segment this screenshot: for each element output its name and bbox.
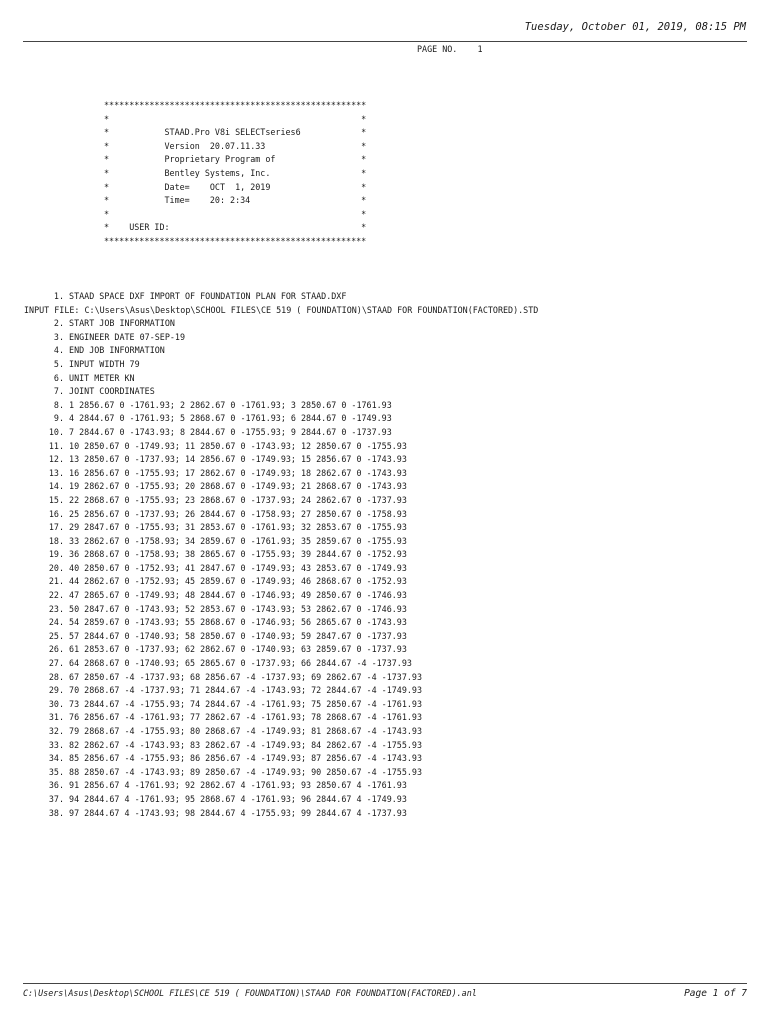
listing-line bbox=[24, 467, 538, 481]
listing-line bbox=[24, 358, 538, 372]
line-text: 54 2859.67 0 -1743.93; 55 2868.67 0 -1746.93; 56 2865.67 0 -1743.93 bbox=[69, 617, 407, 628]
line-number: 15. bbox=[48, 494, 64, 505]
listing-line bbox=[24, 317, 538, 331]
line-text: 36 2868.67 0 -1758.93; 38 2865.67 0 -1755.93; 39 2844.67 0 -1752.93 bbox=[69, 549, 407, 560]
listing-line bbox=[24, 711, 538, 725]
header-rule bbox=[23, 41, 747, 42]
listing-line bbox=[24, 657, 538, 671]
line-text: STAAD SPACE DXF IMPORT OF FOUNDATION PLAN FOR STAAD.DXF bbox=[69, 291, 347, 301]
line-text: 88 2850.67 -4 -1743.93; 89 2850.67 -4 -1749.93; 90 2850.67 -4 -1755.93 bbox=[69, 766, 422, 777]
staad-banner: **************************************************** * * * STAAD.Pro V8i SELECTseries6 * * Version 20.07.11.33 * * Proprietary Program of * * Bentley Systems, Inc. * * Date= OCT 1, 2019 * * Time= 20: 2:34 * * * * USER ID: * **************************************************** bbox=[104, 100, 367, 246]
listing-line bbox=[24, 372, 538, 386]
line-text: 22 2868.67 0 -1755.93; 23 2868.67 0 -1737.93; 24 2862.67 0 -1737.93 bbox=[69, 494, 407, 505]
line-number: 27. bbox=[48, 658, 64, 669]
footer-file-path: C:\Users\Asus\Desktop\SCHOOL FILES\CE 519 ( FOUNDATION)\STAAD FOR FOUNDATION(FACTORED).anl bbox=[23, 988, 477, 998]
line-text: 10 2850.67 0 -1749.93; 11 2850.67 0 -1743.93; 12 2850.67 0 -1755.93 bbox=[69, 440, 407, 451]
listing-line bbox=[24, 643, 538, 657]
listing-line bbox=[24, 589, 538, 603]
listing-line bbox=[24, 684, 538, 698]
line-number: 16. bbox=[48, 508, 64, 519]
line-text: 1 2856.67 0 -1761.93; 2 2862.67 0 -1761.93; 3 2850.67 0 -1761.93 bbox=[69, 399, 392, 410]
line-number: 34. bbox=[48, 753, 64, 764]
line-number: 21. bbox=[48, 576, 64, 587]
line-text: START JOB INFORMATION bbox=[69, 318, 175, 329]
line-number: 37. bbox=[48, 793, 64, 804]
listing-line bbox=[24, 766, 538, 780]
listing-line bbox=[24, 535, 538, 549]
listing-line bbox=[24, 331, 538, 345]
line-text: 67 2850.67 -4 -1737.93; 68 2856.67 -4 -1737.93; 69 2862.67 -4 -1737.93 bbox=[69, 671, 422, 682]
line-text: 85 2856.67 -4 -1755.93; 86 2856.67 -4 -1749.93; 87 2856.67 -4 -1743.93 bbox=[69, 753, 422, 764]
line-text: END JOB INFORMATION bbox=[69, 345, 165, 356]
line-number: 36. bbox=[48, 780, 64, 791]
line-number: 7. bbox=[53, 386, 64, 397]
line-number: 22. bbox=[48, 590, 64, 601]
line-text: 47 2865.67 0 -1749.93; 48 2844.67 0 -1746.93; 49 2850.67 0 -1746.93 bbox=[69, 590, 407, 601]
listing-line bbox=[24, 399, 538, 413]
line-number: 9. bbox=[53, 413, 64, 424]
line-text: 33 2862.67 0 -1758.93; 34 2859.67 0 -1761.93; 35 2859.67 0 -1755.93 bbox=[69, 535, 407, 546]
listing-line bbox=[24, 440, 538, 454]
line-number: 18. bbox=[48, 535, 64, 546]
line-number: 2. bbox=[53, 318, 64, 329]
line-number: 17. bbox=[48, 522, 64, 533]
listing-line bbox=[24, 616, 538, 630]
line-number: 8. bbox=[53, 399, 64, 410]
line-text: 7 2844.67 0 -1743.93; 8 2844.67 0 -1755.93; 9 2844.67 0 -1737.93 bbox=[69, 426, 392, 437]
line-text: JOINT COORDINATES bbox=[69, 386, 155, 397]
line-number: 23. bbox=[48, 603, 64, 614]
line-text: UNIT METER KN bbox=[69, 372, 135, 383]
listing-line bbox=[24, 304, 538, 318]
listing-line bbox=[24, 793, 538, 807]
line-number: 19. bbox=[48, 549, 64, 560]
line-text: 97 2844.67 4 -1743.93; 98 2844.67 4 -1755.93; 99 2844.67 4 -1737.93 bbox=[69, 807, 407, 818]
listing-line bbox=[24, 412, 538, 426]
line-text: 57 2844.67 0 -1740.93; 58 2850.67 0 -1740.93; 59 2847.67 0 -1737.93 bbox=[69, 630, 407, 641]
listing-line bbox=[24, 385, 538, 399]
line-text: 16 2856.67 0 -1755.93; 17 2862.67 0 -1749.93; 18 2862.67 0 -1743.93 bbox=[69, 467, 407, 478]
line-text: 73 2844.67 -4 -1755.93; 74 2844.67 -4 -1761.93; 75 2850.67 -4 -1761.93 bbox=[69, 698, 422, 709]
listing-line bbox=[24, 521, 538, 535]
line-number: 35. bbox=[48, 766, 64, 777]
listing-line bbox=[24, 739, 538, 753]
listing-line bbox=[24, 671, 538, 685]
listing-line bbox=[24, 480, 538, 494]
line-number: 4. bbox=[53, 345, 64, 356]
listing-line bbox=[24, 698, 538, 712]
line-number: 13. bbox=[48, 467, 64, 478]
listing-line bbox=[24, 575, 538, 589]
line-text: 44 2862.67 0 -1752.93; 45 2859.67 0 -1749.93; 46 2868.67 0 -1752.93 bbox=[69, 576, 407, 587]
line-text: 61 2853.67 0 -1737.93; 62 2862.67 0 -1740.93; 63 2859.67 0 -1737.93 bbox=[69, 644, 407, 655]
line-text: 4 2844.67 0 -1761.93; 5 2868.67 0 -1761.93; 6 2844.67 0 -1749.93 bbox=[69, 413, 392, 424]
line-number: 25. bbox=[48, 630, 64, 641]
line-number: 33. bbox=[48, 739, 64, 750]
listing-line bbox=[24, 344, 538, 358]
footer-rule bbox=[23, 983, 747, 984]
line-text: 70 2868.67 -4 -1737.93; 71 2844.67 -4 -1743.93; 72 2844.67 -4 -1749.93 bbox=[69, 685, 422, 696]
line-number: 29. bbox=[48, 685, 64, 696]
listing-line bbox=[24, 508, 538, 522]
line-number: 24. bbox=[48, 617, 64, 628]
listing-line bbox=[24, 290, 538, 304]
line-number: 20. bbox=[48, 562, 64, 573]
line-text: 94 2844.67 4 -1761.93; 95 2868.67 4 -1761.93; 96 2844.67 4 -1749.93 bbox=[69, 793, 407, 804]
listing-line bbox=[24, 725, 538, 739]
line-text: 13 2850.67 0 -1737.93; 14 2856.67 0 -1749.93; 15 2856.67 0 -1743.93 bbox=[69, 454, 407, 465]
listing-line bbox=[24, 426, 538, 440]
line-number: 5. bbox=[53, 358, 64, 369]
line-number: 32. bbox=[48, 726, 64, 736]
listing-line bbox=[24, 494, 538, 508]
line-number: 38. bbox=[48, 807, 64, 818]
line-text: 40 2850.67 0 -1752.93; 41 2847.67 0 -1749.93; 43 2853.67 0 -1749.93 bbox=[69, 562, 407, 573]
line-text: 64 2868.67 0 -1740.93; 65 2865.67 0 -1737.93; 66 2844.67 -4 -1737.93 bbox=[69, 658, 412, 669]
line-number: 3. bbox=[53, 331, 64, 342]
line-number: 10. bbox=[48, 426, 64, 437]
line-text: 76 2856.67 -4 -1761.93; 77 2862.67 -4 -1761.93; 78 2868.67 -4 -1761.93 bbox=[69, 712, 422, 723]
listing-line bbox=[24, 603, 538, 617]
line-number: 6. bbox=[53, 372, 64, 383]
line-number: 26. bbox=[48, 644, 64, 655]
listing-line bbox=[24, 752, 538, 766]
listing-line bbox=[24, 630, 538, 644]
line-number: 11. bbox=[48, 440, 64, 451]
line-text: INPUT FILE: C:\Users\Asus\Desktop\SCHOOL FILES\CE 519 ( FOUNDATION)\STAAD FOR FOUNDATION(FACTORED).STD bbox=[24, 304, 539, 315]
line-number: 12. bbox=[48, 454, 64, 465]
line-text: 25 2856.67 0 -1737.93; 26 2844.67 0 -1758.93; 27 2850.67 0 -1758.93 bbox=[69, 508, 407, 519]
line-text: 82 2862.67 -4 -1743.93; 83 2862.67 -4 -1749.93; 84 2862.67 -4 -1755.93 bbox=[69, 739, 422, 750]
input-listing bbox=[24, 290, 538, 820]
line-text: 29 2847.67 0 -1755.93; 31 2853.67 0 -1761.93; 32 2853.67 0 -1755.93 bbox=[69, 522, 407, 533]
footer-page-count: Page 1 of 7 bbox=[684, 988, 747, 999]
listing-line bbox=[24, 562, 538, 576]
listing-line bbox=[24, 548, 538, 562]
report-datetime: Tuesday, October 01, 2019, 08:15 PM bbox=[524, 21, 746, 33]
line-text: 79 2868.67 -4 -1755.93; 80 2868.67 -4 -1749.93; 81 2868.67 -4 -1743.93 bbox=[69, 726, 422, 736]
line-text: 19 2862.67 0 -1755.93; 20 2868.67 0 -1749.93; 21 2868.67 0 -1743.93 bbox=[69, 481, 407, 492]
line-number: 28. bbox=[48, 671, 64, 682]
listing-line bbox=[24, 779, 538, 793]
listing-line bbox=[24, 807, 538, 821]
line-number: 31. bbox=[48, 712, 64, 723]
line-text: 91 2856.67 4 -1761.93; 92 2862.67 4 -1761.93; 93 2850.67 4 -1761.93 bbox=[69, 780, 407, 791]
line-number: 30. bbox=[48, 698, 64, 709]
listing-line bbox=[24, 453, 538, 467]
line-number: 1. bbox=[53, 291, 64, 301]
line-number: 14. bbox=[48, 481, 64, 492]
line-text: INPUT WIDTH 79 bbox=[69, 358, 140, 369]
line-text: 50 2847.67 0 -1743.93; 52 2853.67 0 -1743.93; 53 2862.67 0 -1746.93 bbox=[69, 603, 407, 614]
page-number: PAGE NO. 1 bbox=[417, 44, 483, 54]
line-text: ENGINEER DATE 07-SEP-19 bbox=[69, 331, 186, 342]
